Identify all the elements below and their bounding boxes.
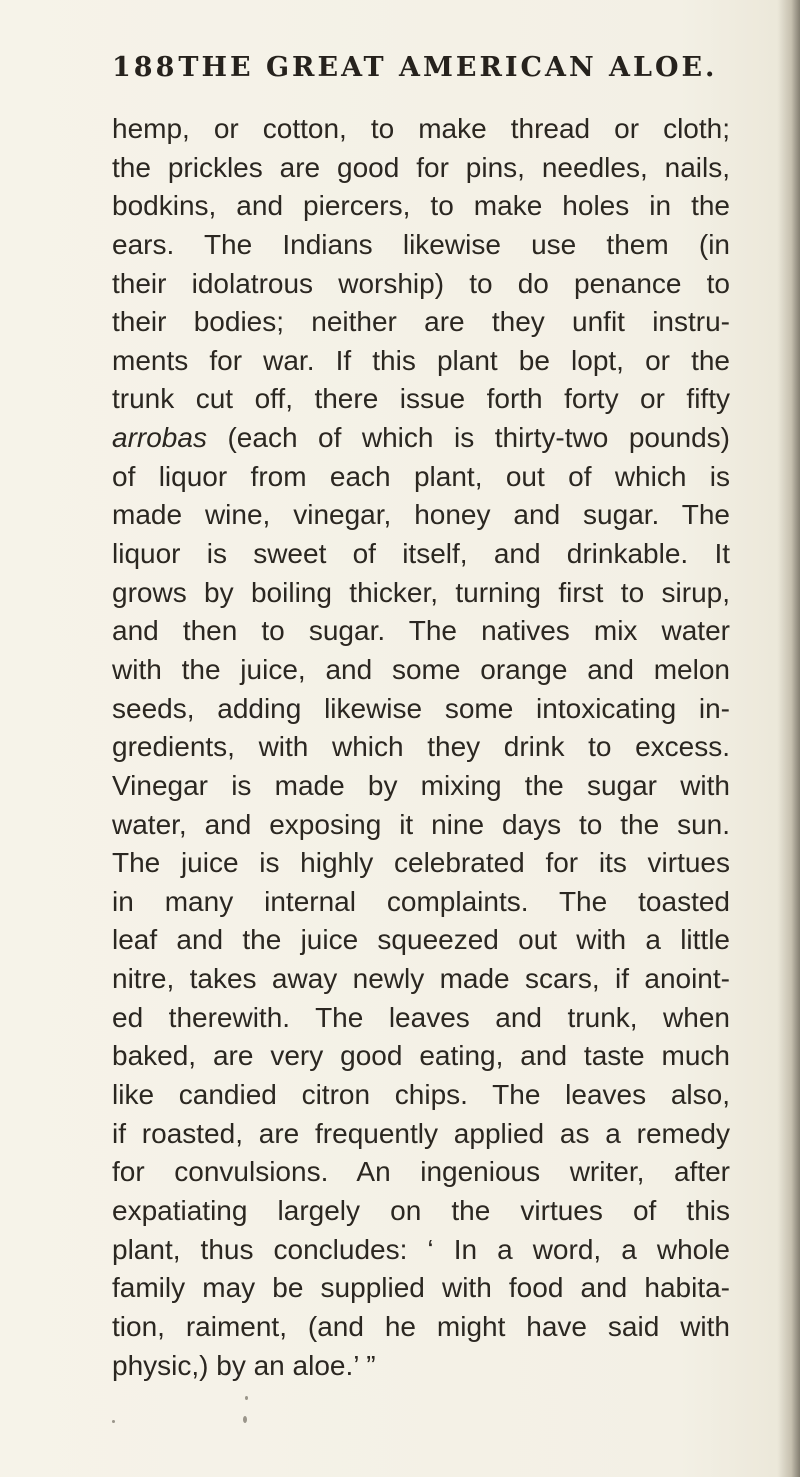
text-line: if roasted, are frequently applied as a remedy [112, 1117, 730, 1149]
text-line: their idolatrous worship) to do penance to [112, 267, 730, 299]
text-line: with the juice, and some orange and melon [112, 653, 730, 685]
text-line: grows by boiling thicker, turning first to sirup, [112, 576, 730, 608]
text-line: water, and exposing it nine days to the sun. [112, 808, 730, 840]
text-line: hemp, or cotton, to make thread or cloth; [112, 113, 730, 144]
text-line: plant, thus concludes: ‘ In a word, a whole [112, 1233, 730, 1265]
text-line: family may be supplied with food and habita- [112, 1272, 730, 1304]
text-line: bodkins, and piercers, to make holes in the [112, 190, 730, 222]
running-head [112, 52, 718, 96]
text-line: seeds, adding likewise some intoxicating in- [112, 692, 730, 724]
paper-speck [112, 1420, 115, 1423]
running-title: THE GREAT AMERICAN ALOE. [178, 52, 718, 83]
page-edge-shadow [778, 0, 800, 1477]
text-line: gredients, with which they drink to excess. [112, 731, 730, 763]
text-line: and then to sugar. The natives mix water [112, 615, 730, 647]
text-line: ed therewith. The leaves and trunk, when [112, 1001, 730, 1033]
text-line: leaf and the juice squeezed out with a little [112, 924, 730, 956]
text-line-rest: (each of which is thirty-two pounds) [227, 422, 731, 454]
text-line: their bodies; neither are they unfit instru- [112, 306, 730, 338]
text-line: ears. The Indians likewise use them (in [112, 228, 730, 260]
text-line: nitre, takes away newly made scars, if anoint- [112, 963, 730, 995]
paper-speck [245, 1396, 248, 1400]
text-line: in many internal complaints. The toasted [112, 885, 730, 917]
text-line: tion, raiment, (and he might have said with [112, 1310, 730, 1342]
text-line: baked, are very good eating, and taste much [112, 1040, 730, 1072]
italic-term-arrobas: arrobas [112, 422, 207, 454]
text-line-last: physic,) by an aloe.’ ” [112, 1349, 376, 1381]
body-text [112, 110, 730, 1385]
text-line: ments for war. If this plant be lopt, or the [112, 344, 730, 376]
text-line: made wine, vinegar, honey and sugar. The [112, 499, 730, 531]
text-line: Vinegar is made by mixing the sugar with [112, 769, 730, 801]
text-line: trunk cut off, there issue forth forty or fifty [112, 383, 730, 415]
text-line: of liquor from each plant, out of which is [112, 460, 730, 492]
paper-speck [243, 1416, 247, 1423]
text-line: liquor is sweet of itself, and drinkable. It [112, 538, 730, 570]
text-line: for convulsions. An ingenious writer, after [112, 1156, 730, 1188]
text-line: expatiating largely on the virtues of this [112, 1194, 730, 1226]
text-line-italic-start [112, 419, 730, 458]
page-number: 188 [112, 52, 178, 83]
text-line: the prickles are good for pins, needles, nails, [112, 151, 730, 183]
text-line: The juice is highly celebrated for its virtues [112, 847, 730, 879]
text-line: like candied citron chips. The leaves also, [112, 1079, 730, 1111]
